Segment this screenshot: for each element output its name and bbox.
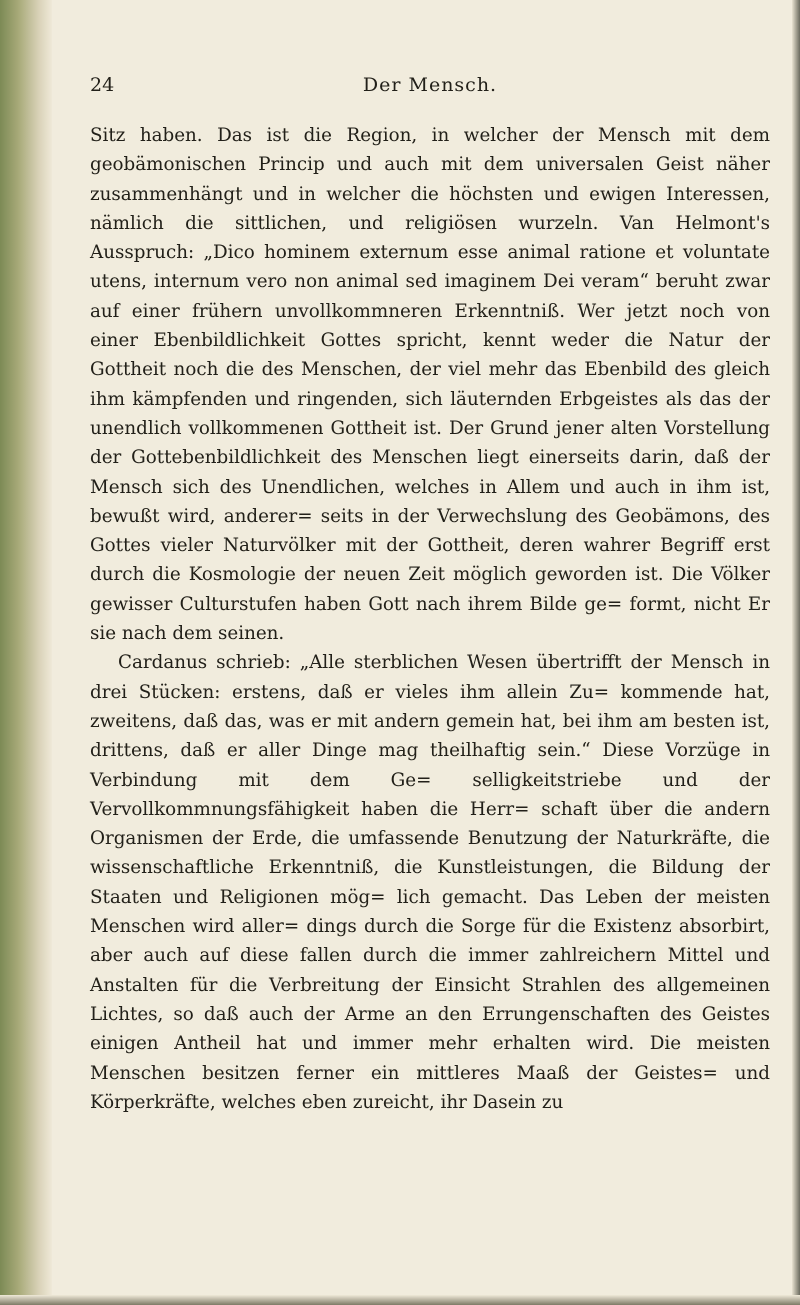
page-number: 24 — [90, 74, 115, 96]
paragraph: Sitz haben. Das ist die Region, in welcher der Mensch mit dem geobämonischen Princip und auch mit dem universalen Geist näher zusammenhängt und in welcher die höchsten und ewigen Interessen, nämlich die sittlichen, und religiösen wurzeln. Van Helmont's Ausspruch: „Dico hominem externum esse animal ratione et voluntate utens, internum vero non animal sed imaginem Dei veram“ beruht zwar auf einer frühern unvollkommneren Erkenntniß. Wer jetzt noch von einer Ebenbildlichkeit Gottes spricht, kennt weder die Natur der Gottheit noch die des Menschen, der viel mehr das Ebenbild des gleich ihm kämpfenden und ringenden, sich läuternden Erbgeistes als das der unendlich vollkommenen Gottheit ist. Der Grund jener alten Vorstellung der Gottebenbildlichkeit des Menschen liegt einerseits darin, daß der Mensch sich des Unendlichen, welches in Allem und auch in ihm ist, bewußt wird, anderer= seits in der Verwechslung des Geobämons, des Gottes vieler Naturvölker mit der Gottheit, deren wahrer Begriff erst durch die Kosmologie der neuen Zeit möglich geworden ist. Die Völker gewisser Culturstufen haben Gott nach ihrem Bilde ge= formt, nicht Er sie nach dem seinen. — [90, 125, 770, 645]
page-bottom-edge — [0, 1295, 800, 1305]
page-header — [90, 74, 770, 108]
page-gutter-shadow — [0, 0, 52, 1305]
running-head: Der Mensch. — [362, 74, 498, 96]
page-right-edge — [792, 0, 800, 1305]
paragraph: Cardanus schrieb: „Alle sterblichen Wesen übertrifft der Mensch in drei Stücken: erstens, daß er vieles ihm allein Zu= kommende hat, zweitens, daß das, was er mit andern gemein hat, bei ihm am besten ist, drittens, daß er aller Dinge mag theilhaftig sein.“ Diese Vorzüge in Verbindung mit dem Ge= selligkeitstriebe und der Vervollkommnungsfähigkeit haben die Herr= schaft über die andern Organismen der Erde, die umfassende Benutzung der Naturkräfte, die wissenschaftliche Erkenntniß, die Kunstleistungen, die Bildung der Staaten und Religionen mög= lich gemacht. Das Leben der meisten Menschen wird aller= dings durch die Sorge für die Existenz absorbirt, aber auch auf diese fallen durch die immer zahlreichern Mittel und Anstalten für die Verbreitung der Einsicht Strahlen des allgemeinen Lichtes, so daß auch der Arme an den Errungenschaften des Geistes einigen Antheil hat und immer mehr erhalten wird. Die meisten Menschen besitzen ferner ein mittleres Maaß der Geistes= und Körperkräfte, welches eben zureicht, ihr Dasein zu — [90, 652, 770, 1113]
body-text — [90, 121, 770, 1117]
